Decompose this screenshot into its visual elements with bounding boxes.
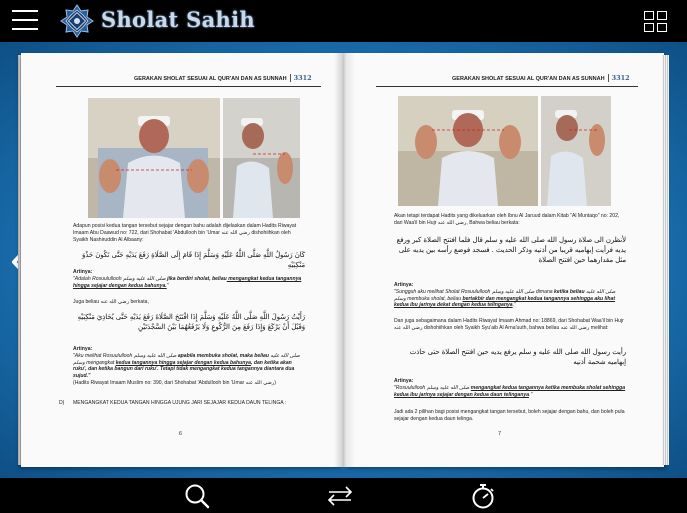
arabic-hadith: كَانَ رَسُولُ اللَّهِ صَلَّى اللَّهُ عَلَيْهِ وَسَلَّمَ إِذَا قَامَ إِلَى الصَّلَاةِ رَفَعَ يَدَيْهِ حَتَّى تَكُونَ حَذْوَ مَنْكِبَيْهِ: [82, 251, 305, 269]
translation-end: .": [512, 302, 516, 309]
translation-emphasis: ketika beliau: [554, 288, 585, 295]
page-code: 3312: [290, 74, 315, 82]
translation-block: [394, 282, 626, 309]
right-page[interactable]: [344, 53, 664, 467]
arabic-hadith: لأنظرن الى صلاة رسول الله صلى الله عليه و سلم قال فلما افتتح الصلاة كبر ورفع يديه فرأيت إبهاميه قريبا من أذنيه وذكر الحديث . فسجد فوضع رأسه بين يديه على مثل مقدارهما حين افتتح الصلاة: [396, 236, 626, 264]
header-rule: [56, 86, 321, 87]
paragraph: Adapun posisi kedua tangan tersebut sejajar dengan bahu adalah dijelaskan dalam Hadits Riwayat Imaam Abu Daawud no: 722, dari Shohabat 'Abdullooh bin 'Umar رضي الله عنه dishohiihkan oleh Syaikh Nashiruddin Al Albaany:: [73, 223, 297, 243]
photo-raising-hands-front: [88, 98, 220, 218]
translation-underlined: bertakbir dan mengangkat kedua tangannya sehingga aku lihat kedua ibu jarinya dekat dengan kedua telinganya: [394, 295, 616, 309]
section-title: MENGANGKAT KEDUA TANGAN HINGGA UJUNG JARI SEJAJAR KEDUA DAUN TELINGA :: [73, 400, 287, 406]
open-book: [21, 53, 669, 467]
translation-block: [73, 346, 305, 387]
translation-block: [73, 269, 305, 289]
photo-hands-to-ears-front: [398, 96, 538, 206]
translation-label: Artinya:: [73, 346, 93, 352]
paragraph: Dan juga sebagaimana dalam Hadits Riwayat Imaam Ahmad no: 18869, dari Shohabat Waa'il bin Hujr رضي الله عنه dishohiihkan oleh Syaikh Syu'aib Al Arna'uuth, bahwa beliau رضي الله عنه melihat:: [394, 318, 624, 331]
translation-text: "Adalah Rosuulullooh صلى الله عليه وسلم: [73, 275, 168, 282]
app-logo: [60, 4, 94, 38]
translation-block: [394, 378, 626, 398]
translation-emphasis: , dan ketika akan ruku', dan ketika bangun dari ruku'. Tetapi tidak mengangkat kedua tangannya diantara dua sujud.": [73, 359, 295, 380]
translation-underlined: mengangkat kedua tangannya hingga sejajar dengan kedua bahunya.: [73, 275, 302, 289]
translation-emphasis: apabila membuka sholat, maka beliau: [177, 352, 269, 359]
page-header: GERAKAN SHOLAT SESUAI AL QUR'AN DAN AS SUNNAH 3312: [134, 74, 315, 86]
menu-icon[interactable]: [12, 10, 38, 30]
paragraph: Akan tetapi terdapat Hadits yang dikeluarkan oleh Ibnu Al Jaruud dalam Kitab "Al Muntaqo" no: 202, dari Waa'il bin Hujr رضي الله عنه, Bahwa beliau berkata:: [394, 213, 620, 226]
page-header: GERAKAN SHOLAT SESUAI AL QUR'AN DAN AS SUNNAH 3312: [452, 74, 633, 86]
translation-label: Artinya:: [73, 269, 93, 275]
hadith-reference: (Hadits Riwayat Imaam Muslim no: 390, dari Shohabat 'Abdullooh bin 'Umar رضي الله عنه): [73, 379, 276, 386]
left-page[interactable]: [21, 53, 344, 467]
translation-emphasis: jika berdiri sholat, beliau: [167, 275, 227, 282]
photo-raising-hands-side: [223, 98, 300, 218]
paragraph: Juga beliau رضي الله عنه berkata,: [73, 299, 149, 305]
app-title: Sholat Sahih: [101, 7, 255, 32]
translation-end: ": [166, 282, 169, 289]
swap-icon[interactable]: [326, 482, 354, 510]
header-rule: [376, 86, 638, 87]
translation-underlined: mengangkat kedua tangannya ketika membuka sholat sehingga kedua ibu jarinya sejajar dengan kedua daun telinganya: [394, 384, 626, 398]
search-icon[interactable]: [183, 482, 211, 510]
page-stack-right: [662, 55, 669, 465]
translation-text: صلى الله عليه وسلم membuka sholat, beliau: [394, 288, 616, 302]
photo-hands-to-ears-side: [541, 96, 611, 206]
page-code: 3312: [608, 74, 633, 82]
page-number: 7: [498, 431, 502, 437]
translation-text: "Rosuulullooh صلى الله عليه وسلم: [394, 384, 471, 391]
translation-end: .": [529, 391, 533, 398]
translation-text: "Aku melihat Rosuulullooh صلى الله عليه وسلم: [73, 352, 178, 359]
translation-label: Artinya:: [394, 378, 414, 384]
arabic-hadith: رَأَيْتُ رَسُولَ اللَّهِ صَلَّى اللَّهُ عَلَيْهِ وَسَلَّمَ إِذَا افْتَتَحَ الصَّلَاةَ رَفَعَ يَدَيْهِ حَتَّى يُحَاذِيَ مَنْكِبَيْهِ وَقَبْلَ أَنْ يَرْكَعَ وَإِذَا رَفَعَ مِنَ الرُّكُوعِ وَلَا يَرْفَعُهُمَا بَيْنَ السَّجْدَتَيْنِ: [77, 313, 305, 331]
page-number: 6: [179, 431, 183, 437]
bottom-bar: [0, 478, 687, 513]
top-bar: [0, 0, 687, 42]
section-letter: D): [59, 400, 65, 406]
translation-text: "Sungguh aku melihat Sholat Rosuulullooh صلى الله عليه وسلم dimana: [394, 288, 555, 295]
translation-label: Artinya:: [394, 282, 414, 288]
grid-icon[interactable]: [644, 11, 668, 33]
translation-text: صلى الله عليه وسلم mengangkat: [73, 352, 300, 366]
arabic-hadith: رأيت رسول الله صلى الله عليه و سلم يرفع يديه حين افتتح الصلاة حتى حاذت إبهاميه شحمة أذنيه: [409, 348, 626, 366]
paragraph: Jadi ada 2 pilihan bagi posisi mengangkat tangan tersebut, boleh sejajar dengan bahu, dan boleh pula sejajar dengan kedua daun telinga.: [394, 409, 625, 422]
timer-icon[interactable]: [469, 482, 497, 510]
translation-underlined: kedua tangannya hingga sejajar dengan kedua bahunya: [115, 359, 251, 366]
